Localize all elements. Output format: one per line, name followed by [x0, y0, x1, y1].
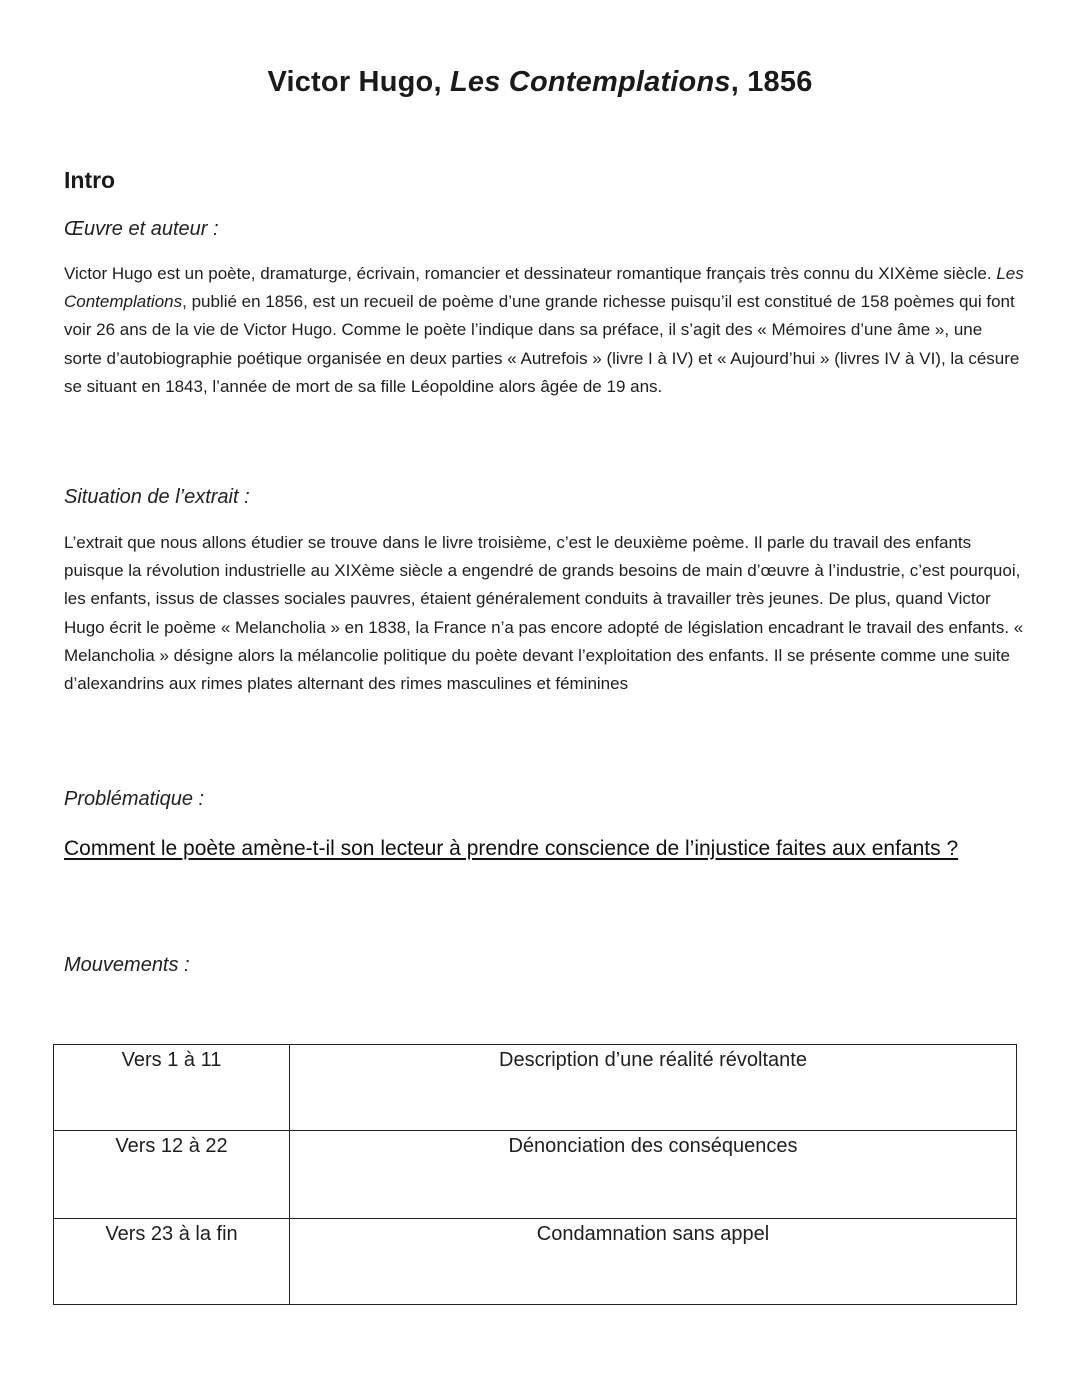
- table-row: [54, 1219, 1017, 1305]
- description-cell: Condamnation sans appel: [290, 1219, 1017, 1305]
- page-title: [0, 66, 1080, 99]
- problematique-heading: Problématique :: [64, 788, 205, 810]
- title-author: Victor Hugo,: [267, 66, 450, 98]
- problematique-question: Comment le poète amène-t-il son lecteur à prendre conscience de l’injustice faites aux enfants ?: [64, 837, 959, 860]
- table-row: [54, 1131, 1017, 1219]
- mouvements-table: [53, 1044, 1017, 1305]
- mouvements-heading: Mouvements :: [64, 954, 190, 976]
- p1-italic: Les Contemplations: [64, 264, 1024, 312]
- p1-end: , publié en 1856, est un recueil de poème d’une grande richesse puisqu’il est constitué de 158 poèmes qui font voir 26 ans de la vie de Victor Hugo. Comme le poète l’indique dans sa préface, il s’agit des « Mémoires d’une âme », une sorte d’autobiographie poétique organisée en deux parties « Autrefois » (livre I à IV) et « Aujourd’hui » (livres IV à VI), la césure se situant en 1843, l’année de mort de sa fille Léopoldine alors âgée de 19 ans.: [64, 292, 1020, 396]
- situation-paragraph: L’extrait que nous allons étudier se trouve dans le livre troisième, c’est le deuxième poème. Il parle du travail des enfants puisque la révolution industrielle au XIXème siècle a engendré de grands besoins de main d’œuvre à l’industrie, c’est pourquoi, les enfants, issus de classes sociales pauvres, étaient généralement conduits à travailler très jeunes. De plus, quand Victor Hugo écrit le poème « Melancholia » en 1838, la France n’a pas encore adopté de législation encadrant le travail des enfants. « Melancholia » désigne alors la mélancolie politique du poète devant l’exploitation des enfants. Il se présente comme une suite d’alexandrins aux rimes plates alternant des rimes masculines et féminines: [64, 533, 1024, 694]
- description-cell: Dénonciation des conséquences: [290, 1131, 1017, 1219]
- intro-heading: Intro: [64, 167, 116, 193]
- situation-heading: Situation de l’extrait :: [64, 486, 250, 508]
- table-row: [54, 1045, 1017, 1131]
- oeuvre-auteur-paragraph: [64, 260, 1024, 401]
- p1-start: Victor Hugo est un poète, dramaturge, écrivain, romancier et dessinateur romantique français très connu du XIXème siècle.: [64, 264, 997, 283]
- verses-cell: Vers 23 à la fin: [54, 1219, 290, 1305]
- title-year: , 1856: [730, 66, 813, 98]
- title-work: Les Contemplations: [449, 66, 731, 98]
- verses-cell: Vers 12 à 22: [54, 1131, 290, 1219]
- oeuvre-auteur-heading: Œuvre et auteur :: [64, 218, 219, 240]
- verses-cell: Vers 1 à 11: [54, 1045, 290, 1131]
- description-cell: Description d’une réalité révoltante: [290, 1045, 1017, 1131]
